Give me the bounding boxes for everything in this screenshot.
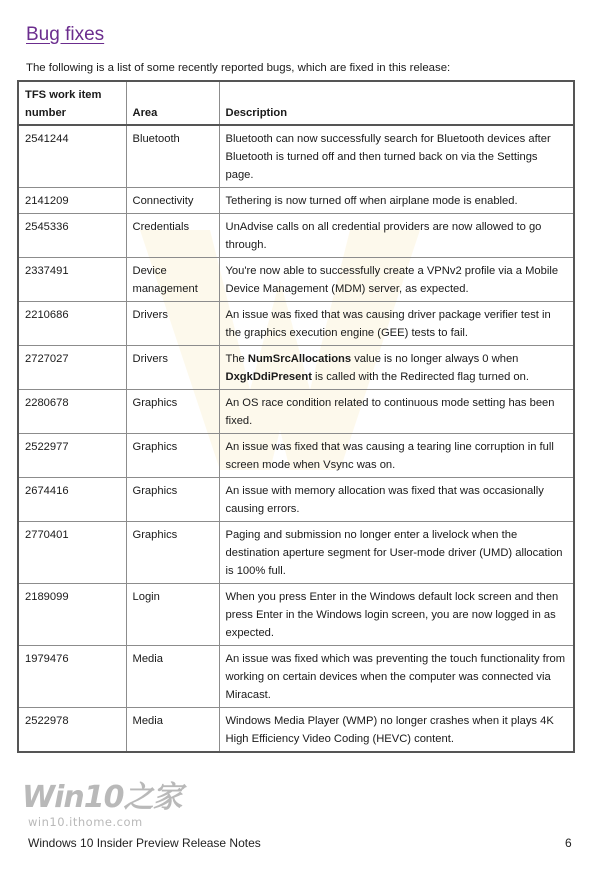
cell-description: Bluetooth can now successfully search for Bluetooth devices after Bluetooth is turned off and then turned back on via the Settings page. [219,125,574,188]
cell-description: When you press Enter in the Windows default lock screen and then press Enter in the Windows login screen, you are now logged in as expected. [219,584,574,646]
cell-description: Tethering is now turned off when airplane mode is enabled. [219,188,574,214]
cell-description: An OS race condition related to continuous mode setting has been fixed. [219,390,574,434]
cell-area: Graphics [126,478,219,522]
table-row [18,302,574,346]
cell-tfs-number: 2522978 [18,708,126,753]
cell-area: Graphics [126,434,219,478]
footer-page-number: 6 [565,836,572,850]
table-row [18,584,574,646]
bug-fixes-table-wrapper [17,80,573,753]
logo-text: Win10之家 [22,780,182,815]
cell-tfs-number: 2541244 [18,125,126,188]
cell-description: An issue was fixed which was preventing the touch functionality from working on certain devices when the computer was connected via Miracast. [219,646,574,708]
cell-area: Graphics [126,522,219,584]
cell-description: Paging and submission no longer enter a livelock when the destination aperture segment for User-mode driver (UMD) allocation is 100% full. [219,522,574,584]
cell-area: Media [126,646,219,708]
header-description: Description [219,81,574,125]
cell-tfs-number: 2770401 [18,522,126,584]
section-heading: Bug fixes [26,24,105,45]
cell-tfs-number: 2727027 [18,346,126,390]
table-row [18,522,574,584]
cell-tfs-number: 2337491 [18,258,126,302]
cell-tfs-number: 2141209 [18,188,126,214]
cell-description: An issue was fixed that was causing a tearing line corruption in full screen mode when Vsync was on. [219,434,574,478]
intro-paragraph: The following is a list of some recently reported bugs, which are fixed in this release: [26,62,451,74]
table-row [18,125,574,188]
cell-area: Graphics [126,390,219,434]
table-row [18,434,574,478]
cell-area: Bluetooth [126,125,219,188]
cell-tfs-number: 1979476 [18,646,126,708]
table-row [18,214,574,258]
footer-doc-title: Windows 10 Insider Preview Release Notes [28,836,261,850]
cell-description: An issue with memory allocation was fixed that was occasionally causing errors. [219,478,574,522]
cell-tfs-number: 2210686 [18,302,126,346]
table-header-row [18,81,574,125]
cell-description: You're now able to successfully create a VPNv2 profile via a Mobile Device Management (MDM) server, as expected. [219,258,574,302]
cell-tfs-number: 2545336 [18,214,126,258]
table-row [18,646,574,708]
cell-area: Media [126,708,219,753]
table-row [18,478,574,522]
bug-fixes-table [17,80,575,753]
cell-area: Device management [126,258,219,302]
cell-area: Credentials [126,214,219,258]
logo-site: win10.ithome.com [28,815,143,829]
cell-area: Connectivity [126,188,219,214]
table-row [18,390,574,434]
table-row [18,708,574,753]
cell-tfs-number: 2674416 [18,478,126,522]
cell-description: An issue was fixed that was causing driver package verifier test in the graphics execution engine (GEE) tests to fail. [219,302,574,346]
description-code-term: DxgkDdiPresent [225,371,312,383]
cell-description: UnAdvise calls on all credential providers are now allowed to go through. [219,214,574,258]
win10-logo-watermark [22,780,182,829]
description-text: The [225,353,248,365]
cell-description: Windows Media Player (WMP) no longer crashes when it plays 4K High Efficiency Video Coding (HEVC) content. [219,708,574,753]
cell-area: Login [126,584,219,646]
description-text: is called with the Redirected flag turned on. [311,371,529,383]
table-row [18,346,574,390]
cell-tfs-number: 2280678 [18,390,126,434]
header-tfs-number: TFS work item number [18,81,126,125]
table-row [18,258,574,302]
table-row [18,188,574,214]
description-text: value is no longer always 0 when [351,353,519,365]
cell-tfs-number: 2189099 [18,584,126,646]
cell-tfs-number: 2522977 [18,434,126,478]
cell-description [219,346,574,390]
cell-area: Drivers [126,302,219,346]
header-area: Area [126,81,219,125]
description-code-term: NumSrcAllocations [247,353,352,365]
cell-area: Drivers [126,346,219,390]
